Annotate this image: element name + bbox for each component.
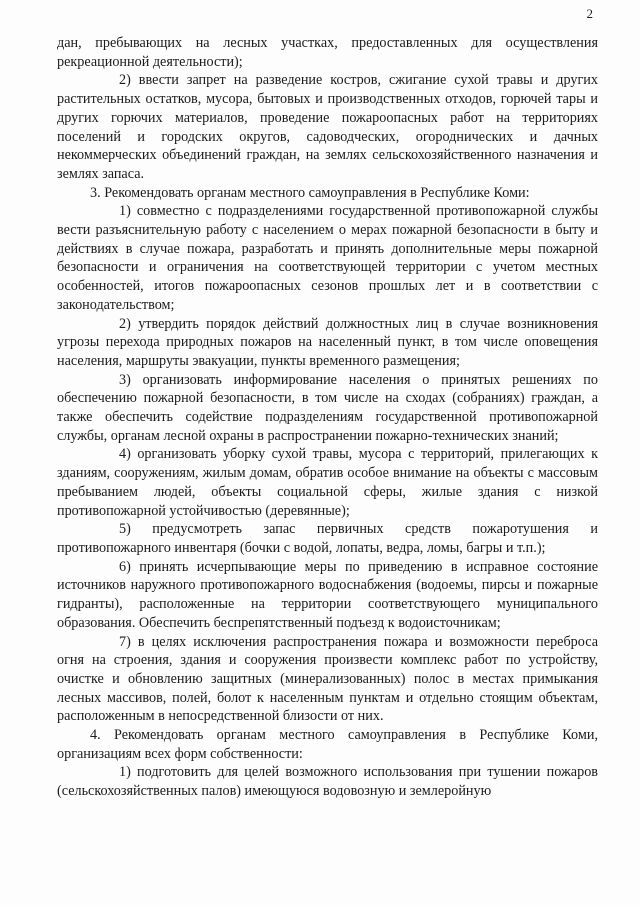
paragraph: 6) принять исчерпывающие меры по приведению в исправное состояние источников наружного противопожарного водоснабжения (водоемы, пирсы и пожарные гидранты), расположенные на территории соответствующего муниципального образования. Обеспечить беспрепятственный подъезд к водоисточникам; [57, 558, 598, 631]
section-heading: 3. Рекомендовать органам местного самоуправления в Республике Коми: [90, 184, 530, 201]
paragraph: 3) организовать информирование населения о принятых решениях по обеспечению пожарной безопасности, в том числе на сходах (собраниях) граждан, а также обеспечить содействие подразделениям государственной противопожарной службы, органам лесной охраны в распространении пожарно-технических знаний; [57, 371, 598, 444]
page-number: 2 [586, 6, 593, 21]
paragraph: 1) совместно с подразделениями государственной противопожарной службы вести разъяснительную работу с населением о мерах пожарной безопасности в быту и действиях в случае пожара, разработать и принять дополнительные меры пожарной безопасности и ограничения на соответствующей территории с учетом местных особенностей, итогов пожароопасных сезонов прошлых лет и в соответствии с законодательством; [57, 203, 598, 313]
paragraph: 5) предусмотреть запас первичных средств пожаротушения и противопожарного инвентаря (бочки с водой, лопаты, ведра, ломы, багры и т.п.); [57, 521, 598, 556]
paragraph: 7) в целях исключения распространения пожара и возможности переброса огня на строения, здания и сооружения произвести комплекс работ по устройству, очистке и обновлению защитных (минерализованных) полос в местах примыкания лесных массивов, полей, болот к населенным пунктам и отдельно стоящим объектам, расположенным в непосредственной близости от них. [57, 633, 598, 725]
paragraph: 2) ввести запрет на разведение костров, сжигание сухой травы и других растительных остатков, мусора, бытовых и производственных отходов, горючей тары и других горючих материалов, проведение пожароопасных работ на территориях поселений и городских округов, садоводческих, огороднических и дачных некоммерческих объединений граждан, на землях сельскохозяйственного назначения и землях запаса. [57, 72, 598, 182]
paragraph: 2) утвердить порядок действий должностных лиц в случае возникновения угрозы перехода природных пожаров на населенный пункт, в том числе оповещения населения, маршруты эвакуации, пункты временного размещения; [57, 315, 598, 369]
paragraph: 4) организовать уборку сухой травы, мусора с территорий, прилегающих к зданиям, сооружениям, жилым домам, обратив особое внимание на объекты с массовым пребыванием людей, объекты социальной сферы, жилые здания с низкой противопожарной устойчивостью (деревянные); [57, 446, 598, 519]
paragraph: дан, пребывающих на лесных участках, предоставленных для осуществления рекреационной деятельности); [57, 35, 598, 70]
section-heading: 4. Рекомендовать органам местного самоуправления в Республике Коми, организациям всех форм собственности: [57, 727, 598, 762]
paragraph: 1) подготовить для целей возможного использования при тушении пожаров (сельскохозяйственных палов) имеющуюся водовозную и землеройную [57, 764, 598, 800]
document-body [57, 34, 598, 801]
